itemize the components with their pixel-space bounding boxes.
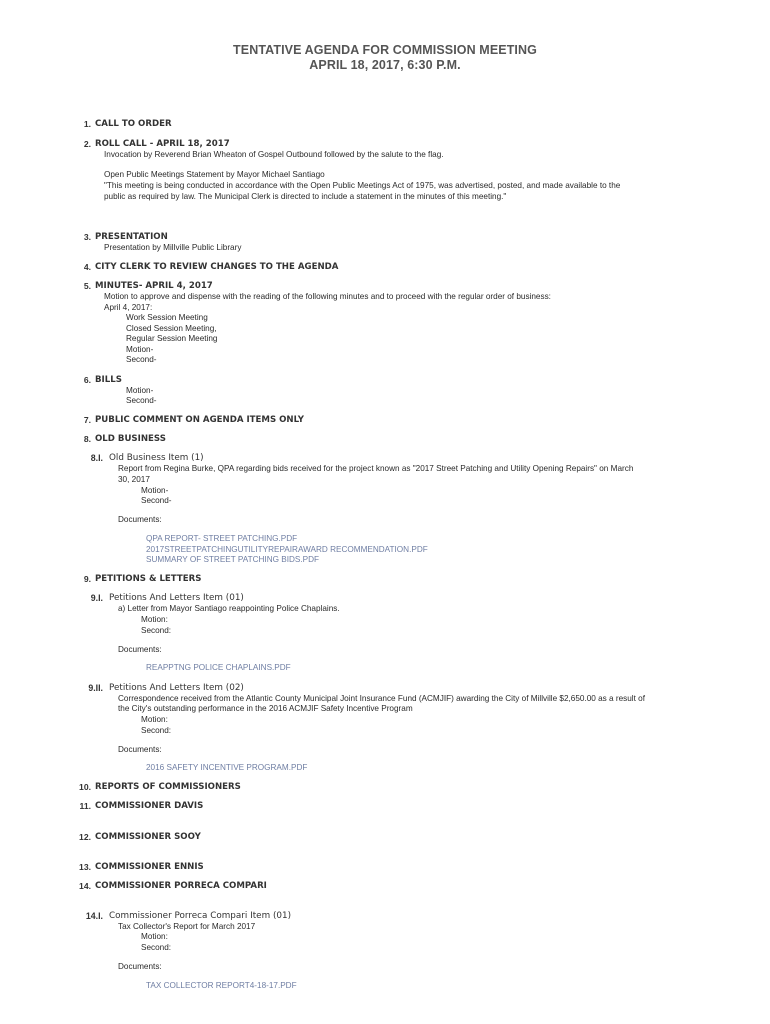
old-business-motion: Motion-: [141, 486, 169, 495]
minutes-work-session: Work Session Meeting: [126, 313, 208, 322]
petitions-2-second: Second:: [141, 726, 172, 735]
item-title-presentation: PRESENTATION: [95, 232, 168, 242]
roll-call-statement-title: Open Public Meetings Statement by Mayor Michael Santiago: [104, 170, 325, 179]
item-title-minutes: MINUTES- APRIL 4, 2017: [95, 281, 213, 291]
roll-call-statement-line2: public as required by law. The Municipal Clerk is directed to include a statement in the minutes of this meeting.": [104, 192, 507, 201]
item-number: 4.: [83, 262, 91, 272]
item-title-reports-commissioners: REPORTS OF COMMISSIONERS: [95, 782, 241, 792]
tax-collector-second: Second:: [141, 943, 172, 952]
page-subtitle: APRIL 18, 2017, 6:30 P.M.: [309, 58, 461, 72]
petitions-2-text-line1: Correspondence received from the Atlantic County Municipal Joint Insurance Fund (ACMJIF) awarding the City of Millville $2,650.00 as a result of: [118, 694, 645, 703]
subitem-number: 9.I.: [90, 593, 103, 603]
minutes-motion-text: Motion to approve and dispense with the reading of the following minutes and to proceed with the regular order of business:: [104, 292, 551, 301]
item-title-roll-call: ROLL CALL - APRIL 18, 2017: [95, 139, 230, 149]
item-number: 2.: [83, 139, 91, 149]
documents-label: Documents:: [118, 645, 162, 654]
presentation-text: Presentation by Millville Public Library: [104, 243, 242, 252]
roll-call-invocation: Invocation by Reverend Brian Wheaton of Gospel Outbound followed by the salute to the flag.: [104, 150, 444, 159]
item-number: 14.: [79, 881, 91, 891]
tax-collector-report-text: Tax Collector's Report for March 2017: [118, 922, 256, 931]
item-number: 8.: [83, 434, 91, 444]
documents-label: Documents:: [118, 962, 162, 971]
item-number: 10.: [79, 782, 91, 792]
item-number: 3.: [83, 232, 91, 242]
subitem-number: 14.I.: [85, 911, 103, 921]
petitions-1-second: Second:: [141, 626, 172, 635]
item-title-old-business: OLD BUSINESS: [95, 434, 166, 444]
item-title-call-to-order: CALL TO ORDER: [95, 119, 172, 129]
item-number: 9.: [83, 574, 91, 584]
minutes-closed-session: Closed Session Meeting,: [126, 324, 217, 333]
subitem-number: 8.I.: [90, 453, 103, 463]
item-title-city-clerk: CITY CLERK TO REVIEW CHANGES TO THE AGENDA: [95, 262, 339, 272]
bills-motion: Motion-: [126, 386, 154, 395]
petitions-1-motion: Motion:: [141, 615, 168, 624]
minutes-motion: Motion-: [126, 345, 154, 354]
subitem-title-porreca-compari-1: Commissioner Porreca Compari Item (01): [109, 911, 291, 921]
page-title: TENTATIVE AGENDA FOR COMMISSION MEETING: [233, 43, 537, 57]
item-title-bills: BILLS: [95, 375, 122, 385]
item-title-commissioner-ennis: COMMISSIONER ENNIS: [95, 862, 204, 872]
document-link-bids-summary[interactable]: SUMMARY OF STREET PATCHING BIDS.PDF: [146, 555, 320, 564]
document-link-tax-collector-report[interactable]: TAX COLLECTOR REPORT4-18-17.PDF: [146, 981, 297, 990]
item-title-commissioner-davis: COMMISSIONER DAVIS: [95, 801, 204, 811]
documents-label: Documents:: [118, 745, 162, 754]
item-number: 6.: [83, 375, 91, 385]
subitem-title-old-business-1: Old Business Item (1): [109, 453, 204, 463]
minutes-second: Second-: [126, 355, 157, 364]
document-link-qpa-report[interactable]: QPA REPORT- STREET PATCHING.PDF: [146, 534, 298, 543]
item-number: 5.: [83, 281, 91, 291]
petitions-2-text-line2: the City's outstanding performance in the 2016 ACMJIF Safety Incentive Program: [118, 704, 413, 713]
petitions-2-motion: Motion:: [141, 715, 168, 724]
item-title-petitions: PETITIONS & LETTERS: [95, 574, 202, 584]
bills-second: Second-: [126, 396, 157, 405]
item-title-commissioner-sooy: COMMISSIONER SOOY: [95, 832, 201, 842]
subitem-title-petitions-2: Petitions And Letters Item (02): [109, 683, 244, 693]
item-title-commissioner-porreca-compari: COMMISSIONER PORRECA COMPARI: [95, 881, 267, 891]
item-number: 12.: [79, 832, 91, 842]
item-title-public-comment: PUBLIC COMMENT ON AGENDA ITEMS ONLY: [95, 415, 304, 425]
tax-collector-motion: Motion:: [141, 932, 168, 941]
document-link-safety-incentive[interactable]: 2016 SAFETY INCENTIVE PROGRAM.PDF: [146, 763, 308, 772]
petitions-1-text: a) Letter from Mayor Santiago reappointing Police Chaplains.: [118, 604, 340, 613]
item-number: 7.: [83, 415, 91, 425]
document-link-police-chaplains[interactable]: REAPPTNG POLICE CHAPLAINS.PDF: [146, 663, 291, 672]
item-number: 13.: [79, 862, 91, 872]
old-business-second: Second-: [141, 496, 172, 505]
subitem-number: 9.II.: [88, 683, 103, 693]
old-business-report-line2: 30, 2017: [118, 475, 150, 484]
minutes-regular-session: Regular Session Meeting: [126, 334, 218, 343]
item-number: 11.: [79, 801, 91, 811]
minutes-date: April 4, 2017:: [104, 303, 153, 312]
subitem-title-petitions-1: Petitions And Letters Item (01): [109, 593, 244, 603]
documents-label: Documents:: [118, 515, 162, 524]
roll-call-statement-line1: "This meeting is being conducted in accordance with the Open Public Meetings Act of 1975, was advertised, posted, and made available to the: [104, 181, 621, 190]
old-business-report-line1: Report from Regina Burke, QPA regarding bids received for the project known as "2017 Street Patching and Utility Opening Repairs" on March: [118, 464, 634, 473]
item-number: 1.: [83, 119, 91, 129]
document-link-award-recommendation[interactable]: 2017STREETPATCHINGUTILITYREPAIRAWARD RECOMMENDATION.PDF: [146, 545, 428, 554]
